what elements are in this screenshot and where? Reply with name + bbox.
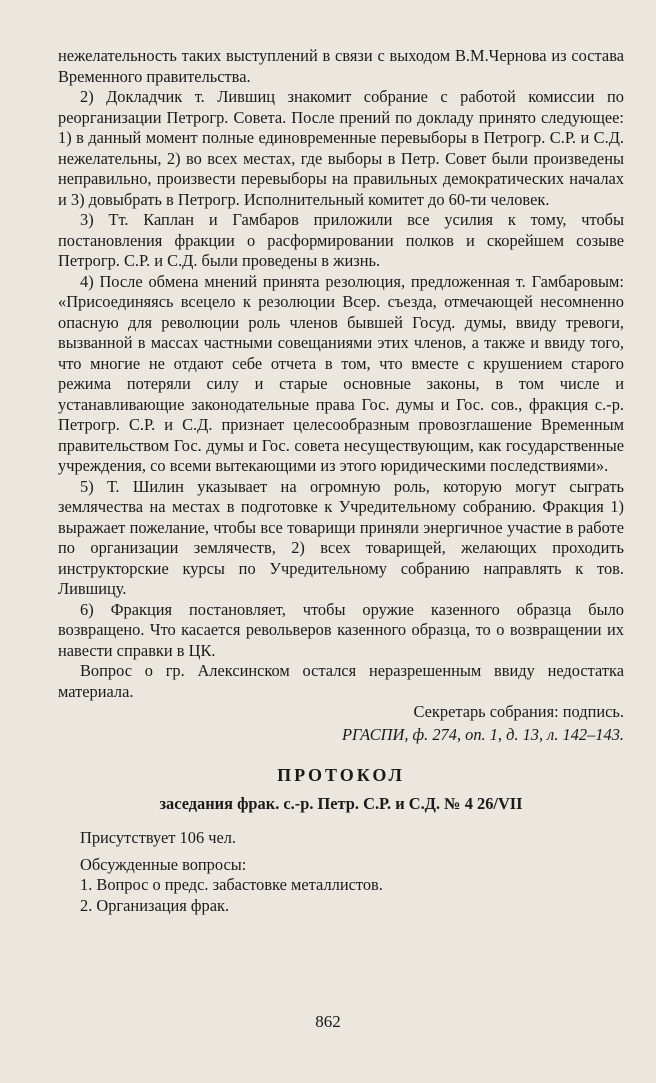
protocol-subheading: заседания фрак. с.-р. Петр. С.Р. и С.Д. № 4 26/VII <box>159 793 523 813</box>
paragraph: 2) Докладчик т. Лившиц знакомит собрание с работой комиссии по реорганизации Петрогр. Совета. После прений по докладу принято следующее: 1) в данный момент полные единовременные перевыборы в Петрогр. С.Р. и С.Д. нежелательны, 2) во всех местах, где выборы в Петр. Совет были произведены неправильно, произвести перевыборы на правильных демократических началах и 3) довыбрать в Петрогр. Исполнительный комитет до 60-ти человек. <box>58 87 624 209</box>
protocol-heading: ПРОТОКОЛ <box>277 765 405 785</box>
secretary-signature: Секретарь собрания: подпись. <box>413 702 624 721</box>
paragraph: нежелательность таких выступлений в связи с выходом В.М.Чернова из состава Временного правительства. <box>58 46 624 86</box>
paragraph: 6) Фракция постановляет, чтобы оружие казенного образца было возвращено. Что касается револьверов казенного образца, то о возвращении их навести справки в ЦК. <box>58 599 624 660</box>
questions-title: Обсужденные вопросы: <box>80 854 247 874</box>
paragraph: Вопрос о гр. Алексинском остался неразрешенным ввиду недостатка материала. <box>58 661 624 701</box>
paragraph: 3) Тт. Каплан и Гамбаров приложили все усилия к тому, чтобы постановления фракции о расформировании полков и скорейшем созыве Петрогр. С.Р. и С.Д. были проведены в жизнь. <box>58 210 624 270</box>
question-item: 2. Организация фрак. <box>80 895 230 915</box>
attendance: Присутствует 106 чел. <box>80 828 237 847</box>
archive-source: РГАСПИ, ф. 274, оп. 1, д. 13, л. 142–143. <box>342 724 624 744</box>
page-number: 862 <box>315 1012 341 1031</box>
document-body <box>58 46 624 916</box>
paragraphs <box>58 46 624 702</box>
questions-list <box>58 875 624 916</box>
paragraph: 4) После обмена мнений принята резолюция, предложенная т. Гамбаровым: «Присоединяясь всецело к резолюции Всер. съезда, отмечающей несомненно опасную для революции роль членов бывшей Госуд. думы, ввиду тревоги, вызванной в массах частными совещаниями этих членов, а также и ввиду того, что многие не отдают себе отчета в том, что вместе с крушением старого режима потеряли силу и старые основные законы, в том числе и устанавливающие законодательные права Гос. думы и Гос. сов., фракция с.-р. Петрогр. С.Р. и С.Д. признает целесообразным провозглашение Временным правительством Гос. думы и Гос. совета несуществующим, как государственные учреждения, со всеми вытекающими из этого юридическими последствиями». <box>58 271 624 475</box>
question-item: 1. Вопрос о предс. забастовке металлистов. <box>80 875 383 894</box>
paragraph: 5) Т. Шилин указывает на огромную роль, которую могут сыграть землячества на местах в подготовке к Учредительному собранию. Фракция 1) выражает пожелание, чтобы все товарищи приняли энергичное участие в работе по организации землячеств, 2) всех товарищей, желающих проходить инструкторские курсы по Учредительному собранию направлять к тов. Лившицу. <box>58 476 624 598</box>
